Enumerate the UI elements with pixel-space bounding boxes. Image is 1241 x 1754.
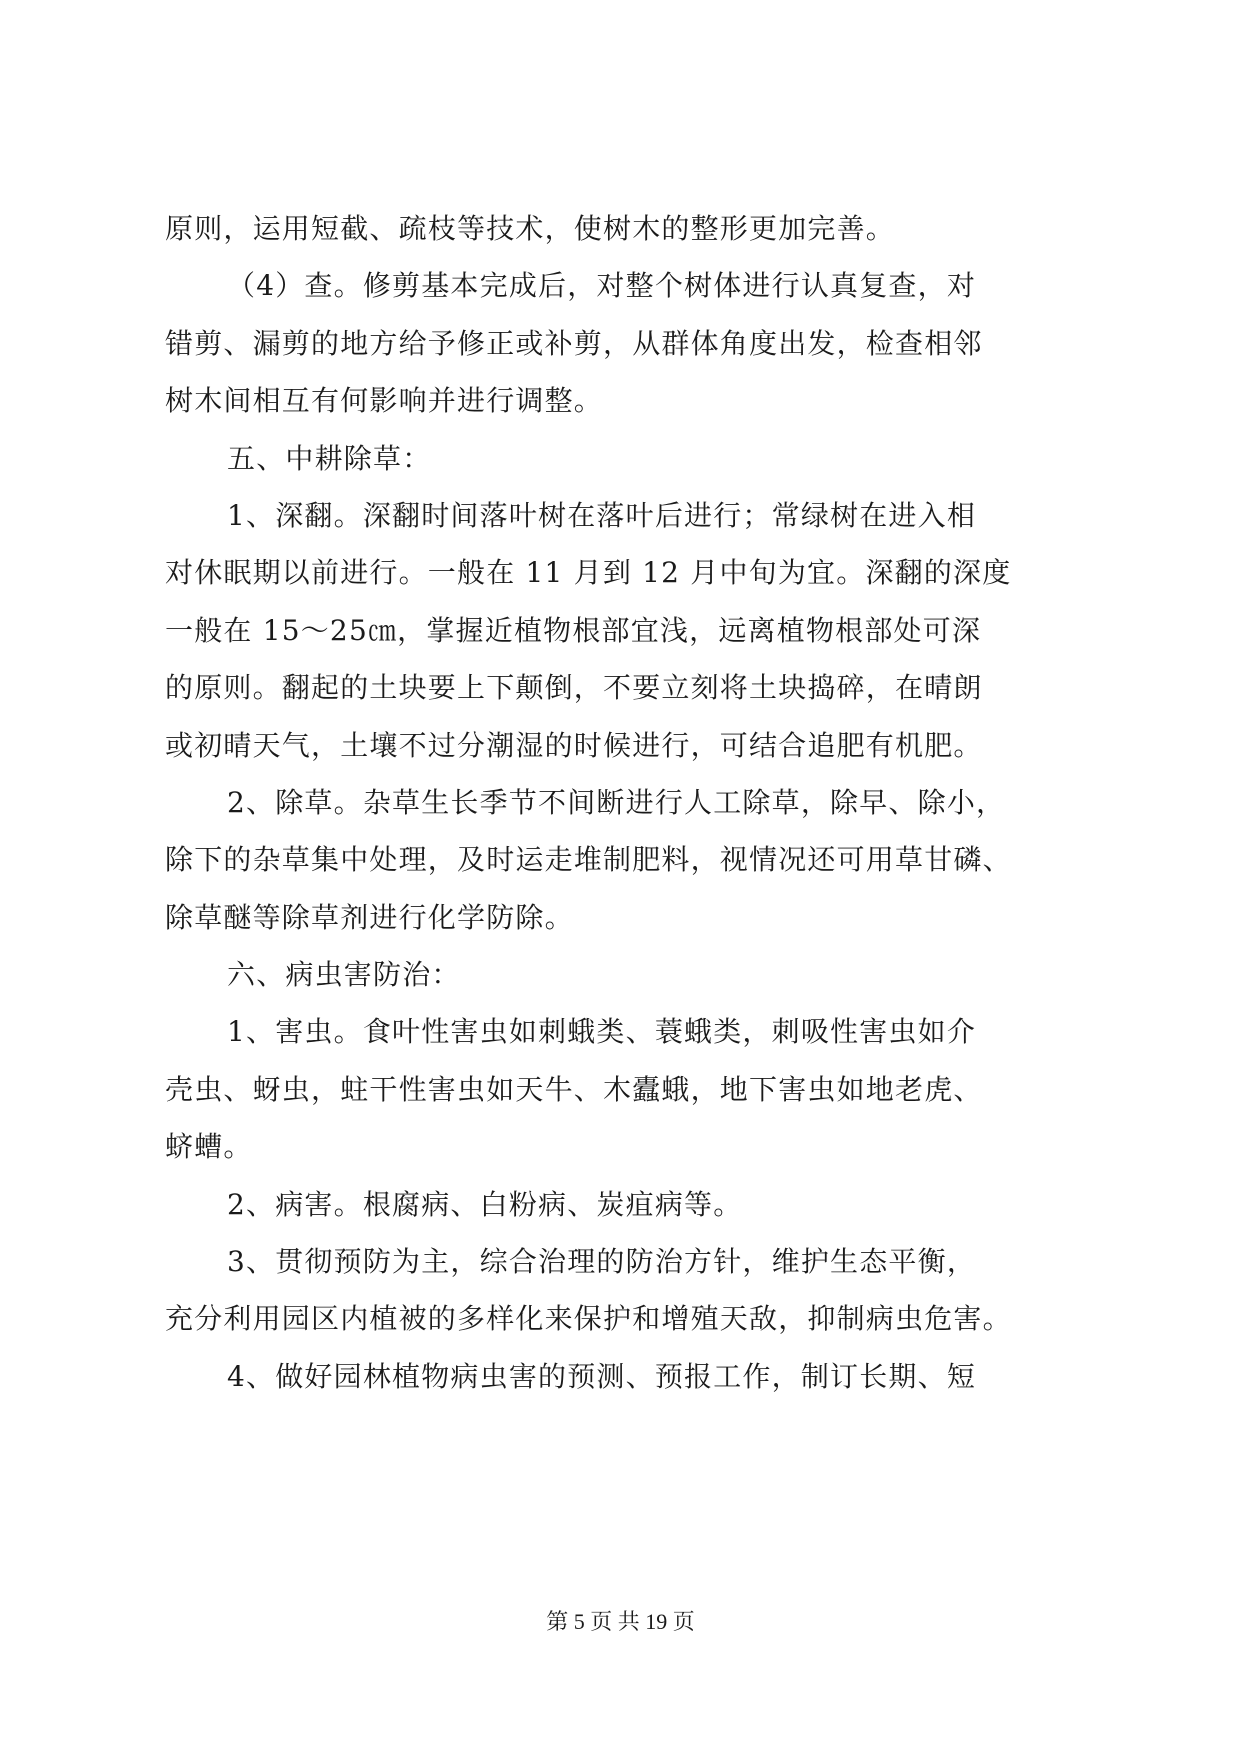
text-line: 4、做好园林植物病虫害的预测、预报工作，制订长期、短 <box>227 1359 977 1393</box>
section-heading: 六、病虫害防治： <box>227 958 461 992</box>
text-line: 蛴螬。 <box>165 1130 253 1164</box>
text-line: 2、除草。杂草生长季节不间断进行人工除草，除早、除小， <box>227 785 1006 819</box>
text-line: 2、病害。根腐病、白粉病、炭疽病等。 <box>227 1187 743 1221</box>
text-line: （4）查。修剪基本完成后，对整个树体进行认真复查，对 <box>227 269 977 303</box>
text-line: 1、深翻。深翻时间落叶树在落叶后进行；常绿树在进入相 <box>227 498 977 532</box>
text-line: 一般在 15～25㎝，掌握近植物根部宜浅，远离植物根部处可深 <box>165 613 982 647</box>
text-line: 错剪、漏剪的地方给予修正或补剪，从群体角度出发，检查相邻 <box>165 326 983 360</box>
text-line: 原则，运用短截、疏枝等技术，使树木的整形更加完善。 <box>165 212 896 245</box>
text-line: 1、害虫。食叶性害虫如刺蛾类、蓑蛾类，刺吸性害虫如介 <box>227 1015 977 1049</box>
text-line: 的原则。翻起的土块要上下颠倒，不要立刻将土块捣碎，在晴朗 <box>165 671 983 705</box>
text-line: 除下的杂草集中处理，及时运走堆制肥料，视情况还可用草甘磷、 <box>165 843 1012 877</box>
text-line: 树木间相互有何影响并进行调整。 <box>165 384 604 418</box>
text-line: 壳虫、蚜虫，蛀干性害虫如天牛、木蠹蛾，地下害虫如地老虎、 <box>165 1072 983 1106</box>
text-line: 对休眠期以前进行。一般在 11 月到 12 月中旬为宜。深翻的深度 <box>165 556 1012 590</box>
section-heading: 五、中耕除草： <box>227 441 432 475</box>
document-body <box>165 200 1085 1405</box>
text-line: 除草醚等除草剂进行化学防除。 <box>165 900 574 934</box>
text-line: 或初晴天气，土壤不过分潮湿的时候进行，可结合追肥有机肥。 <box>165 728 983 762</box>
text-line: 3、贯彻预防为主，综合治理的防治方针，维护生态平衡， <box>227 1245 977 1279</box>
text-line: 充分利用园区内植被的多样化来保护和增殖天敌，抑制病虫危害。 <box>165 1302 1012 1336</box>
page-number-footer: 第 5 页 共 19 页 <box>546 1609 695 1634</box>
